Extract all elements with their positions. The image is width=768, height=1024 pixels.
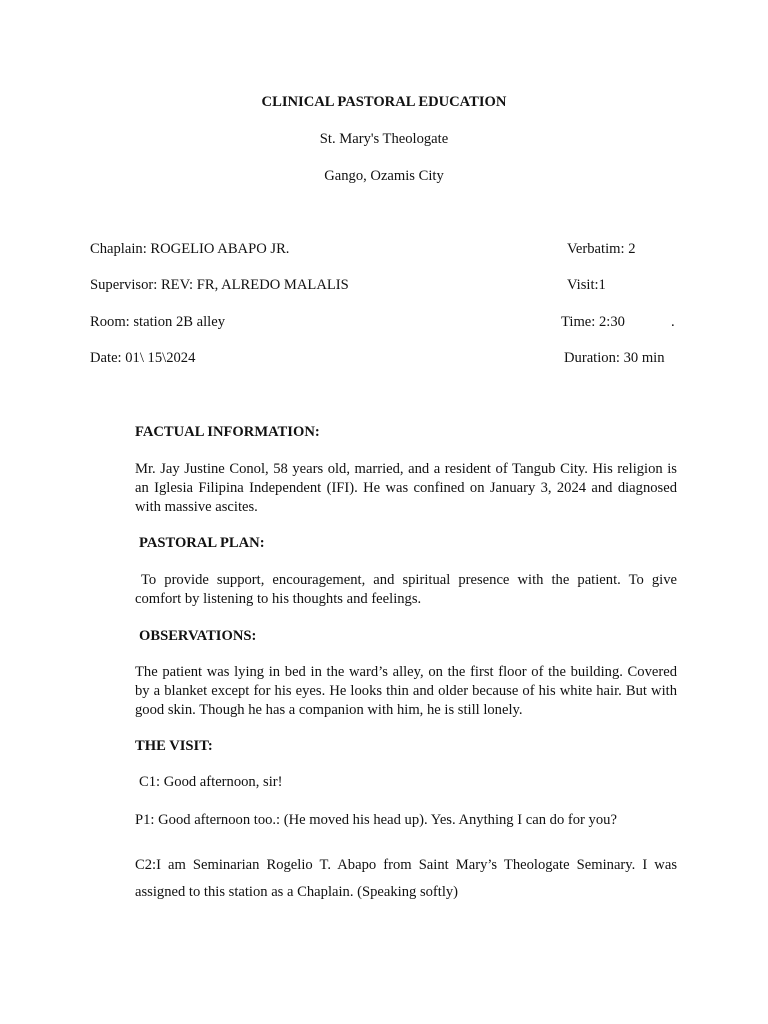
institution-name: St. Mary's Theologate bbox=[319, 131, 449, 147]
visit-heading: THE VISIT: bbox=[135, 738, 213, 754]
room-field: Room: station 2B alley bbox=[90, 314, 225, 330]
time-trailing-mark: . bbox=[671, 314, 675, 330]
supervisor-field: Supervisor: REV: FR, ALREDO MALALIS bbox=[90, 277, 349, 293]
duration-field: Duration: 30 min bbox=[564, 350, 665, 366]
pastoral-plan-paragraph: To provide support, encouragement, and spiritual presence with the patient. To give comfort by listening to his thoughts and feelings. bbox=[135, 572, 677, 607]
visit-field: Visit:1 bbox=[567, 277, 606, 293]
verbatim-field: Verbatim: 2 bbox=[567, 241, 636, 257]
chaplain-field: Chaplain: ROGELIO ABAPO JR. bbox=[90, 241, 290, 257]
document-title: CLINICAL PASTORAL EDUCATION bbox=[261, 94, 507, 110]
observations-heading: OBSERVATIONS: bbox=[139, 628, 257, 644]
factual-paragraph: Mr. Jay Justine Conol, 58 years old, married, and a resident of Tangub City. His religion is an Iglesia Filipina Independent (IFI). He was confined on January 3, 2024 and diagnosed with massive ascites. bbox=[135, 461, 677, 515]
date-field: Date: 01\ 15\2024 bbox=[90, 350, 196, 366]
dialogue-p1: P1: Good afternoon too.: (He moved his head up). Yes. Anything I can do for you? bbox=[135, 812, 617, 828]
observations-paragraph: The patient was lying in bed in the ward’s alley, on the first floor of the building. Covered by a blanket except for his eyes. He looks thin and older because of his white hair. But with good skin. Though he has a companion with him, he is still lonely. bbox=[135, 664, 677, 718]
pastoral-plan-heading: PASTORAL PLAN: bbox=[139, 535, 265, 551]
institution-location: Gango, Ozamis City bbox=[324, 168, 444, 184]
dialogue-c1: C1: Good afternoon, sir! bbox=[139, 774, 283, 790]
factual-heading: FACTUAL INFORMATION: bbox=[135, 424, 320, 440]
time-field: Time: 2:30 bbox=[561, 314, 625, 330]
dialogue-c2: C2:I am Seminarian Rogelio T. Abapo from Saint Mary’s Theologate Seminary. I was assigned to this station as a Chaplain. (Speaking softly) bbox=[135, 857, 677, 900]
